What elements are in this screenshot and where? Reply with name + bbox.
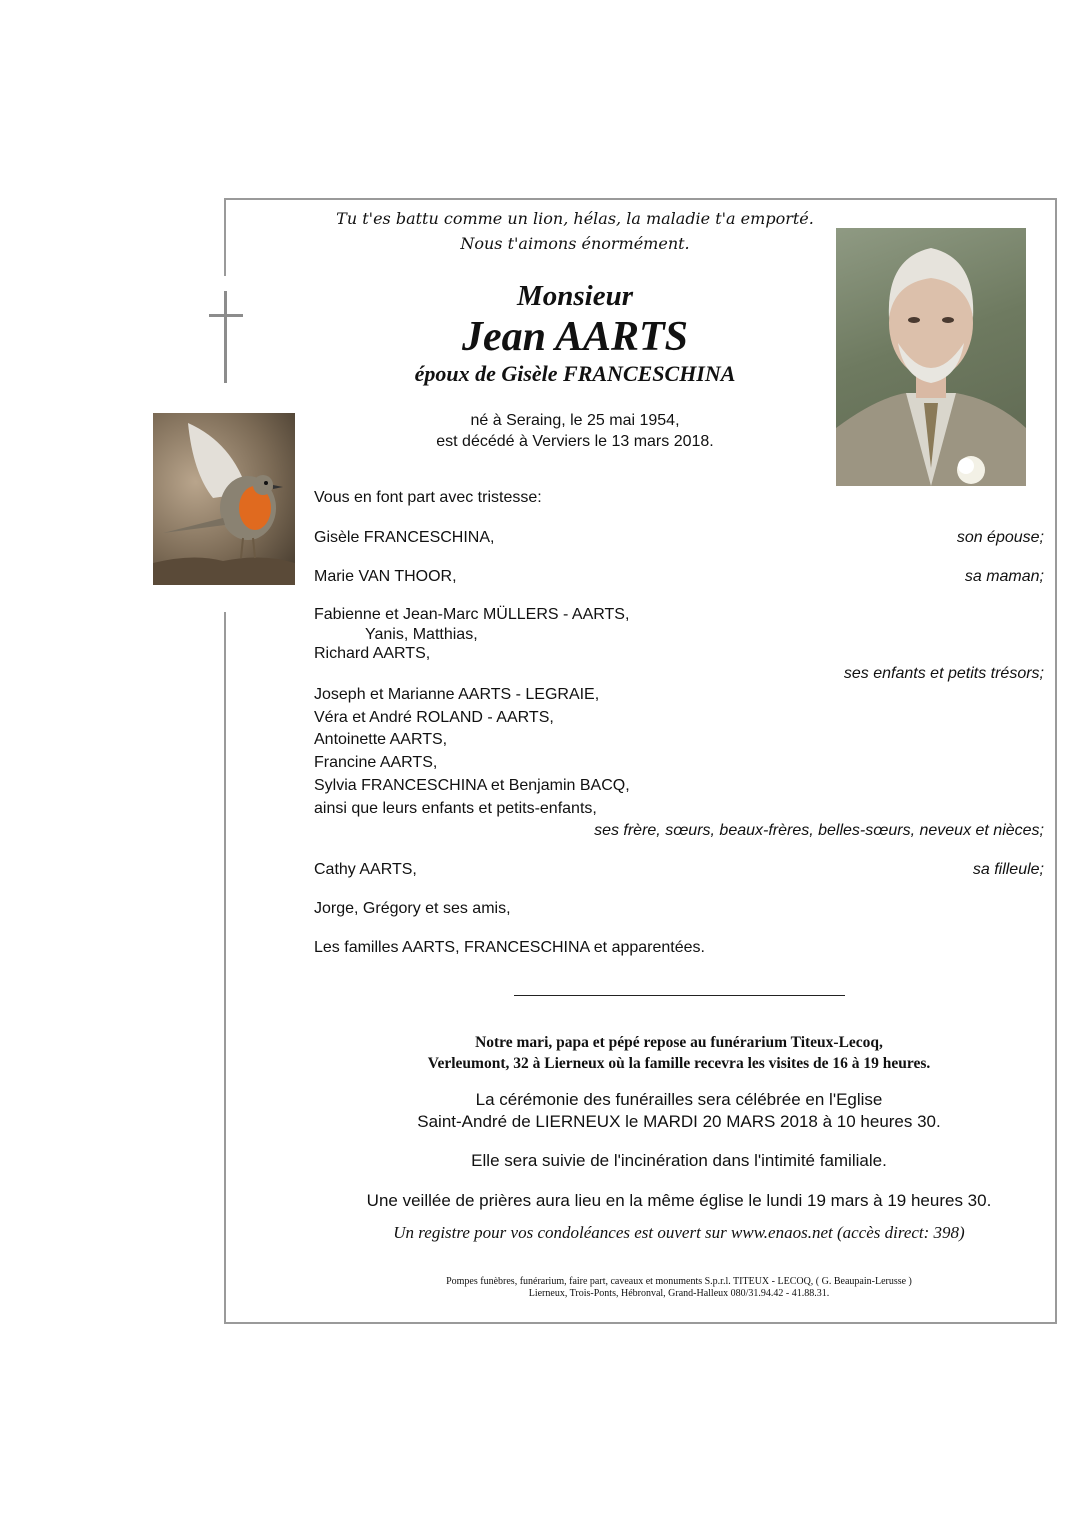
- vigil-notice: Une veillée de prières aura lieu en la même église le lundi 19 mars à 19 heures 30.: [366, 1191, 992, 1210]
- family-mother-row: [314, 566, 1044, 588]
- goddaughter-relation: sa filleule;: [972, 861, 1044, 878]
- siblings-relation: ses frère, sœurs, beaux-frères, belles-sœurs, neveux et nièces;: [594, 822, 1044, 840]
- frame-left-border-bottom: [224, 612, 226, 1324]
- family-wife-row: [314, 527, 1044, 549]
- child-line: Fabienne et Jean-Marc MÜLLERS - AARTS,: [314, 606, 630, 623]
- robin-bird-photo: [153, 413, 295, 585]
- title-monsieur: Monsieur: [516, 280, 634, 312]
- frame-right-border: [1055, 198, 1057, 1324]
- goddaughter-name: Cathy AARTS,: [314, 861, 417, 878]
- mother-relation: sa maman;: [964, 568, 1044, 585]
- children-relation: ses enfants et petits trésors;: [843, 664, 1044, 682]
- family-extended: Les familles AARTS, FRANCESCHINA et apparentées.: [314, 939, 705, 956]
- ceremony-line-1: La cérémonie des funérailles sera célébrée en l'Eglise: [475, 1090, 883, 1109]
- funeral-home-footer: [330, 1276, 1028, 1300]
- mother-name: Marie VAN THOOR,: [314, 568, 457, 585]
- sibling-line: Francine AARTS,: [314, 754, 438, 772]
- ceremony-notice: [330, 1089, 1028, 1133]
- rest-line-2: Verleumont, 32 à Lierneux où la famille recevra les visites de 16 à 19 heures.: [427, 1055, 931, 1072]
- portrait-photo: [836, 228, 1026, 486]
- sibling-line: Véra et André ROLAND - AARTS,: [314, 708, 554, 726]
- footer-line-1: Pompes funèbres, funérarium, faire part, caveaux et monuments S.p.r.l. TITEUX - LECOQ, ( G. Beaupain-Lerusse ): [446, 1276, 912, 1287]
- birth-line: né à Seraing, le 25 mai 1954,: [470, 412, 680, 429]
- frame-top-border: [224, 198, 1056, 200]
- condolence-register: Un registre pour vos condoléances est ouvert sur www.enaos.net (accès direct: 398): [393, 1223, 965, 1242]
- family-intro: Vous en font part avec tristesse:: [314, 489, 542, 506]
- rest-notice: [330, 1032, 1028, 1074]
- footer-line-2: Lierneux, Trois-Ponts, Hébronval, Grand-Halleux 080/31.94.42 - 41.88.31.: [528, 1288, 830, 1299]
- frame-bottom-border: [224, 1322, 1057, 1324]
- family-friends: Jorge, Grégory et ses amis,: [314, 900, 511, 917]
- sibling-line: ainsi que leurs enfants et petits-enfants,: [314, 799, 597, 817]
- quote-line-2: Nous t'aimons énormément.: [460, 234, 690, 253]
- grandchildren-line: Yanis, Matthias,: [365, 625, 478, 643]
- sibling-line: Sylvia FRANCESCHINA et Benjamin BACQ,: [314, 776, 630, 794]
- cross-icon-vertical: [224, 291, 227, 383]
- ceremony-line-2: Saint-André de LIERNEUX le MARDI 20 MARS 2018 à 10 heures 30.: [417, 1112, 941, 1131]
- family-goddaughter-row: [314, 859, 1044, 881]
- sibling-line: Joseph et Marianne AARTS - LEGRAIE,: [314, 686, 600, 703]
- separator-line: [514, 995, 845, 996]
- quote-line-1: Tu t'es battu comme un lion, hélas, la maladie t'a emporté.: [336, 209, 814, 228]
- cross-icon-horizontal: [209, 314, 243, 317]
- wife-relation: son épouse;: [956, 529, 1044, 546]
- child-line: Richard AARTS,: [314, 645, 431, 662]
- family-children-block: [314, 605, 1044, 684]
- family-siblings-block: [314, 684, 1044, 842]
- robin-illustration: [153, 413, 295, 585]
- spouse-line: époux de Gisèle FRANCESCHINA: [414, 361, 736, 386]
- frame-left-border-top: [224, 198, 226, 276]
- birth-death-info: [330, 410, 820, 452]
- death-line: est décédé à Verviers le 13 mars 2018.: [436, 433, 714, 450]
- rest-line-1: Notre mari, papa et pépé repose au funérarium Titeux-Lecoq,: [475, 1034, 883, 1051]
- quote: [330, 206, 820, 256]
- cremation-notice: Elle sera suivie de l'incinération dans l'intimité familiale.: [471, 1151, 887, 1170]
- deceased-name: Jean AARTS: [462, 314, 688, 360]
- sibling-line: Antoinette AARTS,: [314, 731, 448, 749]
- wife-name: Gisèle FRANCESCHINA,: [314, 529, 495, 546]
- portrait-illustration: [836, 228, 1026, 486]
